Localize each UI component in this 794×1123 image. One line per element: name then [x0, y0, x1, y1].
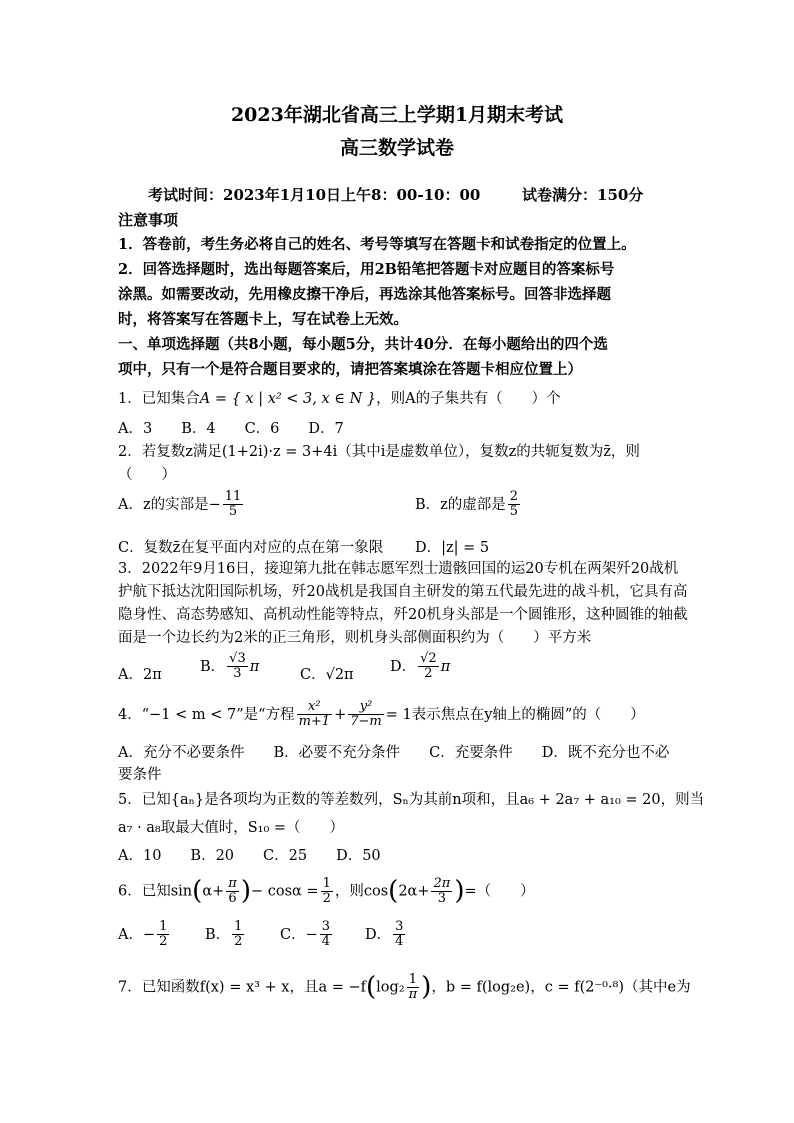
question-4-options: A．充分不必要条件 B．必要不充分条件 C．充要条件 D．既不充分也不必	[118, 745, 670, 761]
notice-item-2-line-3: 时，将答案写在答题卡上，写在试卷上无效。	[118, 311, 408, 328]
notice-heading: 注意事项	[118, 211, 179, 229]
exam-title: 2023年湖北省高三上学期1月期末考试	[230, 104, 564, 126]
question-3-option-a: A．2π	[118, 667, 162, 683]
question-3-line-2: 护航下抵达沈阳国际机场，歼20战机是我国自主研发的第五代最先进的战斗机，它具有高	[118, 584, 688, 600]
fraction: $\frac{1}{2}$	[234, 919, 243, 950]
exam-subtitle: 高三数学试卷	[339, 137, 454, 159]
question-3-line-4: 面是一个边长约为2米的正三角形，则机身头部侧面积约为（ ）平方米	[118, 630, 592, 646]
question-2-option-a: A．z的实部是− $\frac{11}{5}$	[118, 489, 242, 520]
fraction: $\frac{2\pi}{3}$	[433, 875, 451, 907]
question-3-option-b: B． $\frac{√3}{3}$ π	[200, 651, 260, 682]
fraction: $\frac{√3}{3}$	[229, 651, 246, 682]
question-4: 4．“−1 < m < 7”是“方程 $\frac{\text{x²}}{m+1}$ + $\frac{\text{y²}}{7-m}$ = 1表示焦点在y轴上的椭圆”的（ ）	[118, 699, 645, 730]
fraction: $\frac{3}{4}$	[321, 919, 331, 950]
fraction: $\frac{\text{x²}}{m+1}$	[298, 699, 331, 730]
question-6-option-c: C．− $\frac{3}{4}$	[280, 919, 331, 950]
fraction: $\frac{\pi}{6}$	[228, 875, 237, 907]
question-3-line-3: 隐身性、高态势感知、高机动性能等特点，歼20机身头部是一个圆锥形，这种圆锥的轴截	[118, 607, 688, 623]
fraction: $\frac{1}{2}$	[322, 875, 331, 907]
question-5-options: A．10 B．20 C．25 D．50	[118, 848, 381, 864]
notice-item-1: 1．答卷前，考生务必将自己的姓名、考号等填写在答题卡和试卷指定的位置上。	[118, 236, 636, 253]
set-expression: A = { x | x² < 3, x ∈ N }	[199, 391, 377, 407]
exam-time: 考试时间：2023年1月10日上午8：00-10：00	[148, 186, 481, 204]
question-2-option-b: B．z的虚部是 $\frac{2}{5}$	[415, 489, 519, 520]
question-6-option-d: D． $\frac{3}{4}$	[365, 919, 404, 950]
question-1: 1．已知集合A = { x | x² < 3, x ∈ N }，则A的子集共有（ ）个	[118, 391, 561, 407]
question-5-line-1: 5．已知{aₙ}是各项均为正数的等差数列，Sₙ为其前n项和，且a₆ + 2a₇ + a₁₀ = 20，则当	[118, 792, 705, 808]
fraction: $\frac{1}{\pi}$	[408, 971, 418, 1003]
question-3-line-1: 3．2022年9月16日，接迎第九批在韩志愿军烈士遗骸回国的运20专机在两架歼20战机	[118, 561, 679, 577]
question-3-option-d: D． $\frac{√2}{2}$ π	[390, 651, 451, 682]
question-2-line-2: （ ）	[118, 467, 176, 483]
question-1-options: A．3 B．4 C．6 D．7	[118, 421, 344, 437]
question-2-option-c: C．复数z̄在复平面内对应的点在第一象限	[118, 540, 384, 556]
fraction: $\frac{√2}{2}$	[420, 651, 437, 682]
fraction: $\frac{11}{5}$	[224, 489, 242, 520]
fraction: $\frac{3}{4}$	[395, 919, 404, 950]
question-6-option-b: B． $\frac{1}{2}$	[205, 919, 243, 950]
question-5-line-2: a₇ · a₈取最大值时，S₁₀ =（ ）	[118, 820, 345, 836]
notice-item-2-line-2: 涂黑。如需要改动，先用橡皮擦干净后，再选涂其他答案标号。回答非选择题	[118, 286, 611, 303]
question-6-option-a: A．− $\frac{1}{2}$	[118, 919, 168, 950]
notice-item-2-line-1: 2．回答选择题时，选出每题答案后，用2B铅笔把答题卡对应题目的答案标号	[118, 261, 615, 278]
fraction: $\frac{1}{2}$	[159, 919, 168, 950]
question-2-option-d: D．|z| = 5	[415, 540, 490, 556]
question-2-line-1: 2．若复数z满足(1+2i)·z = 3+4i（其中i是虚数单位），复数z的共轭复数为z̄，则	[118, 444, 640, 460]
question-3-option-c: C．√2π	[300, 667, 354, 683]
full-score: 试卷满分：150分	[522, 186, 644, 204]
section-1-line-2: 项中，只有一个是符合题目要求的，请把答案填涂在答题卡相应位置上）	[118, 361, 582, 378]
fraction: $\frac{2}{5}$	[509, 489, 519, 520]
question-6: 6．已知sin(α+ $\frac{\pi}{6}$ )− cosα = $\frac{1}{2}$ ，则cos(2α+ $\frac{2\pi}{3}$ )=（ ）	[118, 875, 535, 907]
question-7: 7．已知函数f(x) = x³ + x，且a = −f(log₂ $\frac{1}{\pi}$ )，b = f(log₂e)，c = f(2⁻⁰·⁸)（其中e为	[118, 971, 691, 1003]
fraction: $\frac{\text{y²}}{7-m}$	[350, 699, 382, 730]
question-4-options-cont: 要条件	[118, 767, 162, 783]
section-1-line-1: 一、单项选择题（共8小题，每小题5分，共计40分．在每小题给出的四个选	[118, 336, 608, 353]
